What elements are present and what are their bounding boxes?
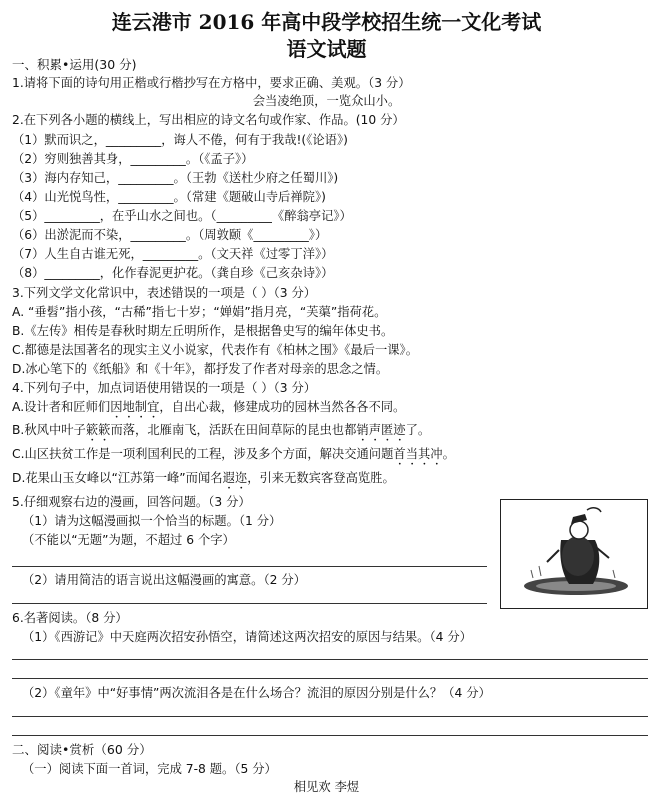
dotted-word: 因地制宜 [110,400,160,414]
dotted-word: 首当其冲 [393,447,443,461]
q4-option-b: B.秋风中叶子簌簌而落，北雁南飞，活跃在田间草际的昆虫也都销声匿迹了。 [12,423,431,437]
answer-line[interactable] [12,735,648,736]
q5-sub2: （2）请用简洁的语言说出这幅漫画的寓意。（2 分） [22,573,306,587]
q2-item-8: （8）_________，化作春泥更护花。（龚自珍《己亥杂诗》） [12,266,334,280]
part2-heading: 二、阅读•赏析（60 分） [12,742,152,757]
q4-option-d: D.花果山玉女峰以“江苏第一峰”而闻名遐迩，引来无数宾客登高览胜。 [12,471,395,485]
q2-item-1: （1）默而识之，_________，诲人不倦，何有于我哉!(《论语》) [12,133,348,147]
exam-title: 连云港市 2016 年高中段学校招生统一文化考试 [111,10,542,34]
dotted-word: 遐迩 [222,471,248,485]
answer-line[interactable] [12,659,648,660]
q1-poem: 会当凌绝顶，一览众山小。 [252,94,401,108]
exam-subtitle: 语文试题 [286,37,367,61]
cartoon-illustration [500,499,648,609]
q2-item-7: （7）人生自古谁无死，_________。（文天祥《过零丁洋》） [12,247,334,261]
part2-sub1: （一）阅读下面一首词，完成 7-8 题。（5 分） [22,762,277,776]
q3-text: 3.下列文学文化常识中，表述错误的一项是（ ）（3 分） [12,286,317,300]
q4-option-c: C.山区扶贫工作是一项利国利民的工程，涉及多个方面，解决交通问题首当其冲。 [12,447,455,461]
dotted-word: 销声匿迹 [356,423,406,437]
q3-option-d: D.冰心笔下的《纸船》和《十年》，都抒发了作者对母亲的思念之情。 [12,362,389,376]
q6-text: 6.名著阅读。（8 分） [12,611,128,625]
q3-option-b: B.《左传》相传是春秋时期左丘明所作，是根据鲁史写的编年体史书。 [12,324,394,338]
answer-line[interactable] [12,603,487,604]
q3-option-c: C.都德是法国著名的现实主义小说家，代表作有《柏林之围》《最后一课》。 [12,343,418,357]
q5-sub1: （1）请为这幅漫画拟一个恰当的标题。（1 分） [22,514,282,528]
q6-sub2: （2）《童年》中“好事情”两次流泪各是在什么场合？流泪的原因分别是什么？（4 分） [22,686,491,700]
q2-text: 2.在下列各小题的横线上，写出相应的诗文名句或作家、作品。(10 分） [12,113,405,127]
answer-line[interactable] [12,678,648,679]
q6-sub1: （1）《西游记》中天庭两次招安孙悟空，请简述这两次招安的原因与结果。（4 分） [22,630,472,644]
q3-option-a: A. “垂髫”指小孩，“古稀”指七十岁；“婵娟”指月亮，“芙蕖”指荷花。 [12,305,387,319]
q2-item-4: （4）山光悦鸟性，_________。（常建《题破山寺后禅院》) [12,190,326,204]
q2-item-2: （2）穷则独善其身，_________。（《孟子》） [12,152,254,166]
q5-text: 5.仔细观察右边的漫画，回答问题。（3 分） [12,495,251,509]
q2-item-6: （6）出淤泥而不染，_________。（周敦颐《_________》） [12,228,328,242]
poem-title: 相见欢 李煜 [293,780,360,794]
answer-line[interactable] [12,716,648,717]
part1-heading: 一、积累•运用(30 分) [12,57,137,72]
q2-item-5: （5）_________，在乎山水之间也。（_________《醉翁亭记》） [12,209,352,223]
q4-text: 4.下列句子中，加点词语使用错误的一项是（ ）（3 分） [12,381,317,395]
q4-option-a: A.设计者和匠师们因地制宜，自出心裁，修建成功的园林当然各各不同。 [12,400,406,414]
q1-text: 1.请将下面的诗句用正楷或行楷抄写在方格中，要求正确、美观。（3 分） [12,76,411,90]
dotted-word: 簌簌 [85,423,111,437]
answer-line[interactable] [12,566,487,567]
q2-item-3: （3）海内存知己，_________。（王勃《送杜少府之任蜀川》) [12,171,339,185]
q5-sub1-note: （不能以“无题”为题，不超过 6 个字） [22,533,235,547]
cartoon-figure-icon [501,500,646,607]
